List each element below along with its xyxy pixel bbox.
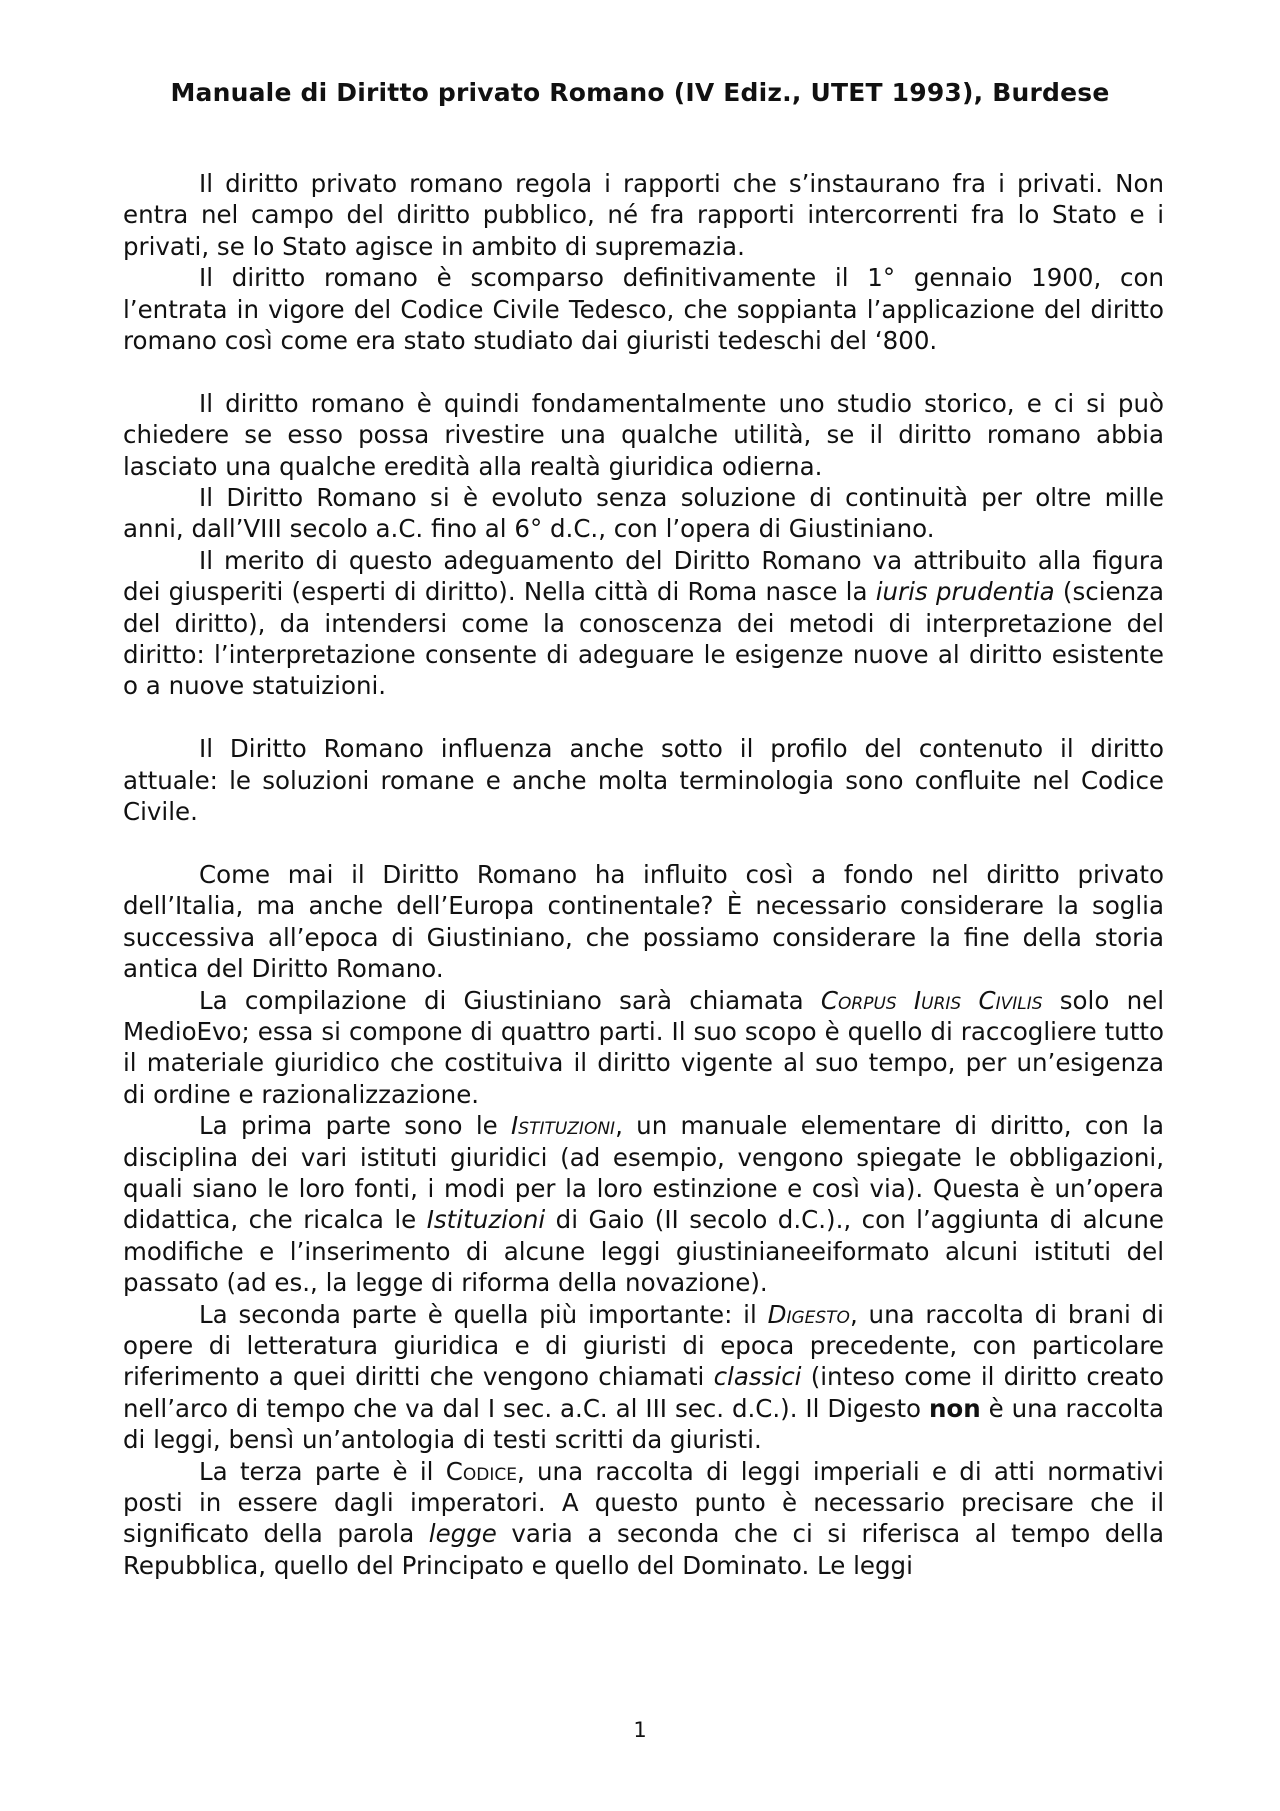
paragraph-4: Il Diritto Romano si è evoluto senza soluzione di continuità per oltre mille anni, dall’VIII secolo a.C. fino al 6° d.C., con l’opera di Giustiniano.	[123, 483, 1164, 544]
istituzioni-term: Istituzioni	[511, 1111, 616, 1141]
non-emphasis: non	[928, 1393, 981, 1423]
iuris-prudentia-term: iuris prudentia	[875, 577, 1055, 607]
digesto-term: Digesto	[767, 1299, 850, 1329]
istituzioni-gaio-term: Istituzioni	[426, 1205, 546, 1235]
document-body	[123, 168, 1164, 1581]
paragraph-3: Il diritto romano è quindi fondamentalmente uno studio storico, e ci si può chiedere se esso possa rivestire una qualche utilità, se il diritto romano abbia lasciato una qualche eredità alla realtà giuridica odierna.	[123, 388, 1164, 481]
paragraph-1: Il diritto privato romano regola i rapporti che s’instaurano fra i privati. Non entra nel campo del diritto pubblico, né fra rapporti intercorrenti fra lo Stato e i privati, se lo Stato agisce in ambito di supremazia.	[123, 169, 1164, 261]
page-number: 1	[633, 1718, 647, 1742]
paragraph-2: Il diritto romano è scomparso definitivamente il 1° gennaio 1900, con l’entrata in vigore del Codice Civile Tedesco, che soppianta l’applicazione del diritto romano così come era stato studiato dai giuristi tedeschi del ‘800.	[123, 263, 1164, 356]
paragraph-8: La compilazione di Giustiniano sarà chiamata Corpus Iuris Civilis solo nel MedioEvo; essa si compone di quattro parti. Il suo scopo è quello di raccogliere tutto il materiale giuridico che costituiva il diritto vigente al suo tempo, per un’esigenza di ordine e razionalizzazione.	[123, 985, 1165, 1109]
paragraph-6: Il Diritto Romano influenza anche sotto il profilo del contenuto il diritto attuale: le soluzioni romane e anche molta terminologia sono confluite nel Codice Civile.	[123, 734, 1164, 827]
codice-term: Codice	[445, 1456, 517, 1486]
paragraph-9: La prima parte sono le Istituzioni, un manuale elementare di diritto, con la disciplina dei vari istituti giuridici (ad esempio, vengono spiegate le obbligazioni, quali siano le loro fonti, i modi per la loro estinzione e così via). Questa è un’opera didattica, che ricalca le Istituzioni di Gaio (II secolo d.C.)., con l’aggiunta di alcune modifiche e l’inserimento di alcune leggi giustinianeeiformato alcuni istituti del passato (ad es., la legge di riforma della novazione).	[123, 1111, 1165, 1298]
paragraph-10: La seconda parte è quella più importante: il Digesto, una raccolta di brani di opere di letteratura giuridica e di giuristi di epoca precedente, con particolare riferimento a quei diritti che vengono chiamati classici (inteso come il diritto creato nell’arco di tempo che va dal I sec. a.C. al III sec. d.C.). Il Digesto non è una raccolta di leggi, bensì un’antologia di testi scritti da giuristi.	[123, 1299, 1165, 1455]
corpus-iuris-civilis-term: Corpus Iuris Civilis	[820, 985, 1043, 1015]
paragraph-7: Come mai il Diritto Romano ha influito così a fondo nel diritto privato dell’Italia, ma anche dell’Europa continentale? È necessario considerare la soglia successiva all’epoca di Giustiniano, che possiamo considerare la fine della storia antica del Diritto Romano.	[123, 859, 1164, 984]
document-title: Manuale di Diritto privato Romano (IV Ediz., UTET 1993), Burdese	[170, 78, 1110, 107]
legge-term: legge	[428, 1519, 497, 1549]
paragraph-5: Il merito di questo adeguamento del Diritto Romano va attribuito alla figura dei giusperiti (esperti di diritto). Nella città di Roma nasce la iuris prudentia (scienza del diritto), da intendersi come la conoscenza dei metodi di interpretazione del diritto: l’interpretazione consente di adeguare le esigenze nuove al diritto esistente o a nuove statuizioni.	[123, 545, 1165, 701]
classici-term: classici	[713, 1362, 802, 1392]
paragraph-11: La terza parte è il Codice, una raccolta di leggi imperiali e di atti normativi posti in essere dagli imperatori. A questo punto è necessario precisare che il significato della parola legge varia a seconda che ci si riferisca al tempo della Repubblica, quello del Principato e quello del Dominato. Le leggi	[123, 1456, 1164, 1580]
